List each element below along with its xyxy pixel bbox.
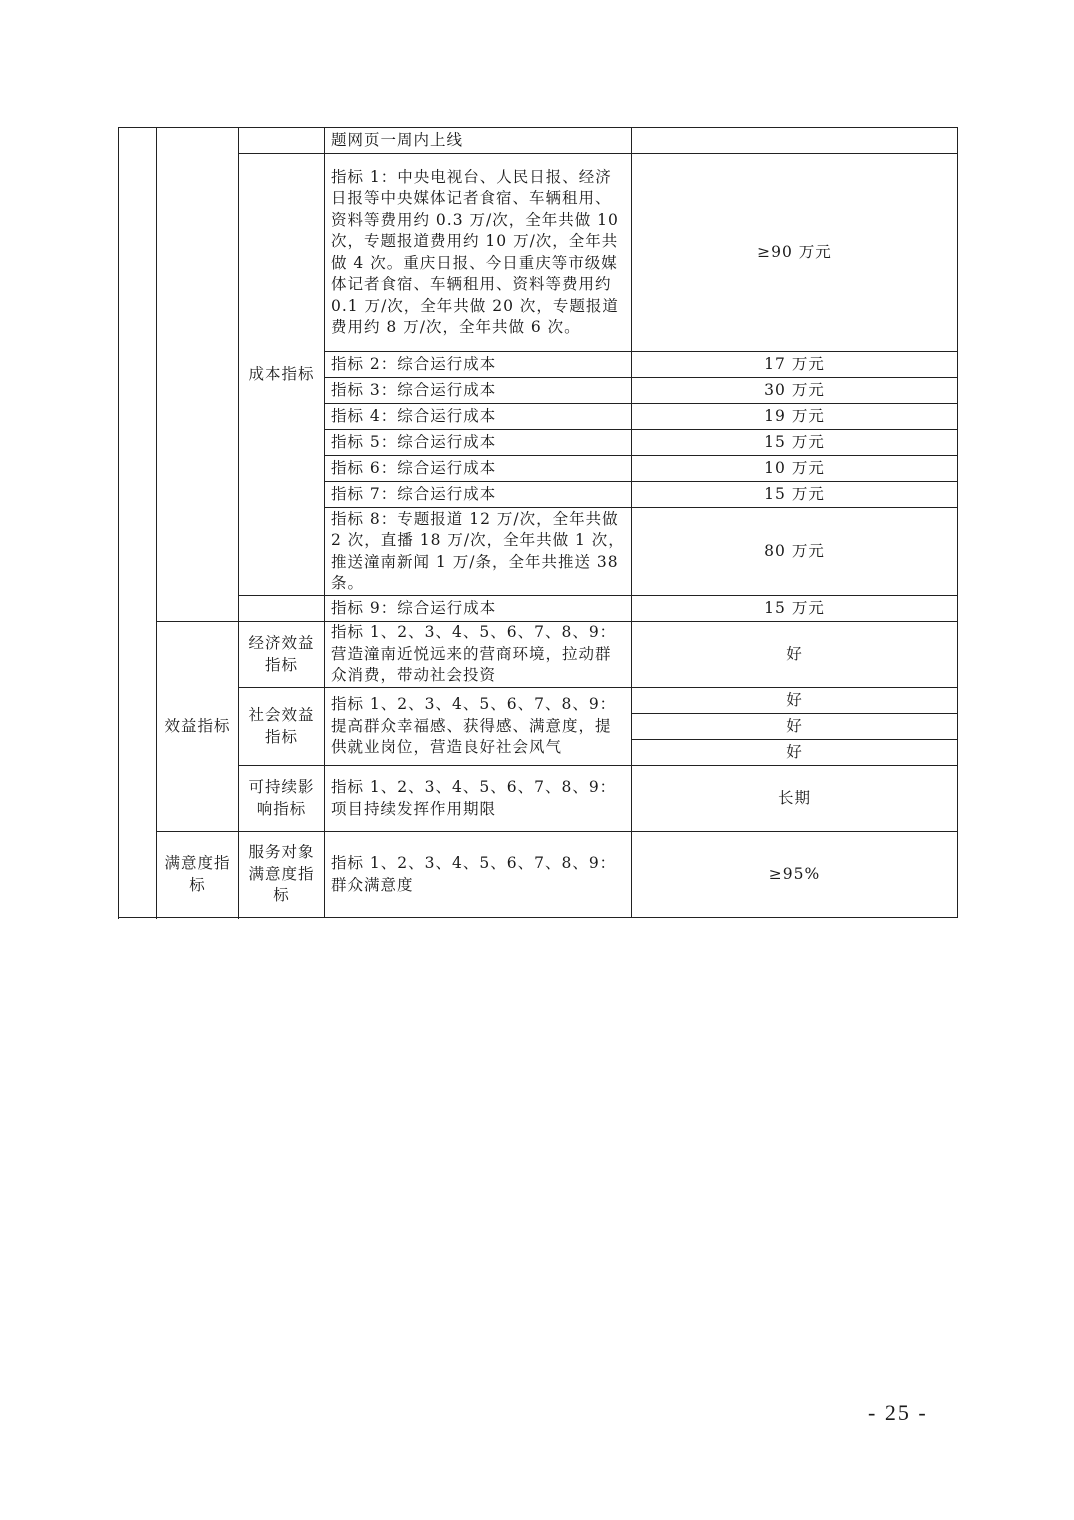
level2-cell (157, 128, 239, 622)
level1-cell (119, 128, 157, 918)
performance-indicator-table (118, 127, 958, 918)
indicator-desc: 指标 1、2、3、4、5、6、7、8、9：营造潼南近悦远来的营商环境，拉动群众消费，带动社会投资 (325, 622, 632, 688)
indicator-value: ≥90 万元 (632, 154, 958, 352)
table-row (119, 832, 958, 918)
indicator-desc: 指标 2：综合运行成本 (325, 352, 632, 378)
indicator-desc: 指标 8：专题报道 12 万/次，全年共做 2 次，直播 18 万/次，全年共做 1 次，推送潼南新闻 1 万/条，全年共推送 38 条。 (325, 508, 632, 596)
indicator-value: 长期 (632, 766, 958, 832)
indicator-value: 好 (632, 740, 958, 766)
indicator-value: 好 (632, 714, 958, 740)
indicator-value: ≥95% (632, 832, 958, 918)
satisfaction-indicator-label: 满意度指标 (157, 832, 239, 918)
table-row (119, 128, 958, 154)
indicator-desc: 题网页一周内上线 (325, 128, 632, 154)
indicator-desc: 指标 1、2、3、4、5、6、7、8、9：项目持续发挥作用期限 (325, 766, 632, 832)
service-indicator-label: 服务对象满意度指标 (239, 832, 325, 918)
table-row (119, 596, 958, 622)
indicator-value: 15 万元 (632, 596, 958, 622)
cost-indicator-label: 成本指标 (239, 154, 325, 596)
indicator-value: 17 万元 (632, 352, 958, 378)
indicator-value: 15 万元 (632, 430, 958, 456)
economic-indicator-label: 经济效益指标 (239, 622, 325, 688)
table-row (119, 688, 958, 714)
table-row (119, 622, 958, 688)
indicator-desc: 指标 1、2、3、4、5、6、7、8、9：提高群众幸福感、获得感、满意度，提供就业岗位，营造良好社会风气 (325, 688, 632, 766)
level3-cell (239, 128, 325, 154)
indicator-value: 15 万元 (632, 482, 958, 508)
level3-cell (239, 596, 325, 622)
table-row (119, 766, 958, 832)
indicator-desc: 指标 7：综合运行成本 (325, 482, 632, 508)
indicator-desc: 指标 1、2、3、4、5、6、7、8、9：群众满意度 (325, 832, 632, 918)
indicator-value: 好 (632, 688, 958, 714)
indicator-desc: 指标 1：中央电视台、人民日报、经济日报等中央媒体记者食宿、车辆租用、资料等费用约 0.3 万/次，全年共做 10 次，专题报道费用约 10 万/次，全年共做 4 次。重庆日报、今日重庆等市级媒体记者食宿、车辆租用、资料等费用约 0.1 万/次，全年共做 20 次，专题报道费用约 8 万/次，全年共做 6 次。 (325, 154, 632, 352)
sustainable-indicator-label: 可持续影响指标 (239, 766, 325, 832)
table-row (119, 154, 958, 352)
social-indicator-label: 社会效益指标 (239, 688, 325, 766)
indicator-value: 80 万元 (632, 508, 958, 596)
benefit-indicator-label: 效益指标 (157, 622, 239, 832)
indicator-value: 30 万元 (632, 378, 958, 404)
indicator-desc: 指标 4：综合运行成本 (325, 404, 632, 430)
indicator-desc: 指标 5：综合运行成本 (325, 430, 632, 456)
page-number: - 25 - (868, 1400, 928, 1425)
indicator-value: 19 万元 (632, 404, 958, 430)
indicator-desc: 指标 9：综合运行成本 (325, 596, 632, 622)
indicator-value: 10 万元 (632, 456, 958, 482)
indicator-value (632, 128, 958, 154)
indicator-desc: 指标 6：综合运行成本 (325, 456, 632, 482)
indicator-value: 好 (632, 622, 958, 688)
indicator-desc: 指标 3：综合运行成本 (325, 378, 632, 404)
